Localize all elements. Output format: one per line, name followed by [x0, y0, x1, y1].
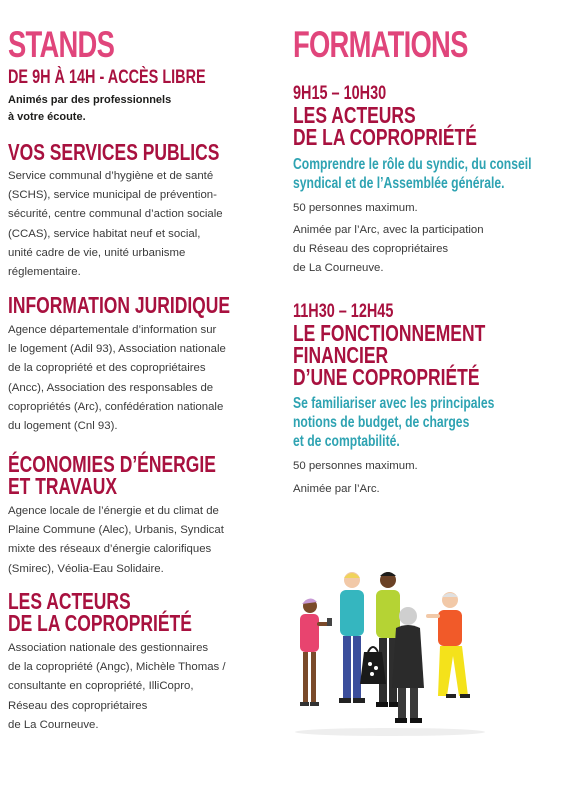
session-2-subtitle: Se familiariser avec les principales notions de budget, de charges et de comptabilité. — [293, 395, 495, 450]
stands-schedule: DE 9H À 14H - ACCÈS LIBRE — [8, 67, 206, 88]
session-2-title: LE FONCTIONNEMENT FINANCIER D’UNE COPROPRIÉTÉ — [293, 320, 486, 390]
session-1-time: 9H15 – 10H30 — [293, 83, 387, 104]
session-1-host: Animée par l’Arc, avec la participation du Réseau des copropriétaires de La Courneuve. — [293, 224, 484, 275]
section-body-economies-energie: Agence locale de l’énergie et du climat de Plaine Commune (Alec), Urbanis, Syndicat mixte des réseaux d’énergie calorifiques (Smirec), Véolia-Eau Solidaire. — [8, 505, 224, 575]
section-title-acteurs-copropriete: LES ACTEURS DE LA COPROPRIÉTÉ — [8, 588, 192, 636]
section-body-acteurs-copropriete: Association nationale des gestionnaires de la copropriété (Angc), Michèle Thomas / consultante en copropriété, IlliCopro, Réseau des copropriétaires de La Courneuve. — [8, 642, 226, 731]
session-1-subtitle: Comprendre le rôle du syndic, du conseil syndical et de l’Assemblée générale. — [293, 156, 532, 192]
session-2-host: Animée par l’Arc. — [293, 483, 380, 495]
section-body-services-publics: Service communal d’hygiène et de santé (SCHS), service municipal de prévention- sécurité, centre communal d’action sociale (CCAS), service habitat neuf et social, unité cadre de vie, unité urbanisme réglementaire. — [8, 170, 223, 279]
section-title-services-publics: VOS SERVICES PUBLICS — [8, 139, 220, 165]
person-pink-icon — [300, 598, 332, 706]
stands-title: STANDS — [8, 24, 115, 65]
stands-intro: Animés par des professionnels à votre écoute. — [8, 94, 172, 123]
section-body-information-juridique: Agence départementale d’information sur le logement (Adil 93), Association nationale de la copropriété et des copropriétaires (Ancc), Association des responsables de copropriétés (Arc), confédération nationale du logement (Cnl 93). — [8, 324, 226, 433]
section-title-information-juridique: INFORMATION JURIDIQUE — [8, 292, 231, 318]
session-2-time: 11H30 – 12H45 — [293, 301, 394, 322]
session-1-capacity: 50 personnes maximum. — [293, 202, 418, 214]
people-group-illustration — [290, 570, 490, 740]
section-title-economies-energie: ÉCONOMIES D’ÉNERGIE ET TRAVAUX — [8, 451, 216, 499]
person-orange-icon — [426, 592, 470, 698]
formations-title: FORMATIONS — [293, 24, 468, 65]
session-1-title: LES ACTEURS DE LA COPROPRIÉTÉ — [293, 102, 477, 150]
session-2-capacity: 50 personnes maximum. — [293, 460, 418, 472]
